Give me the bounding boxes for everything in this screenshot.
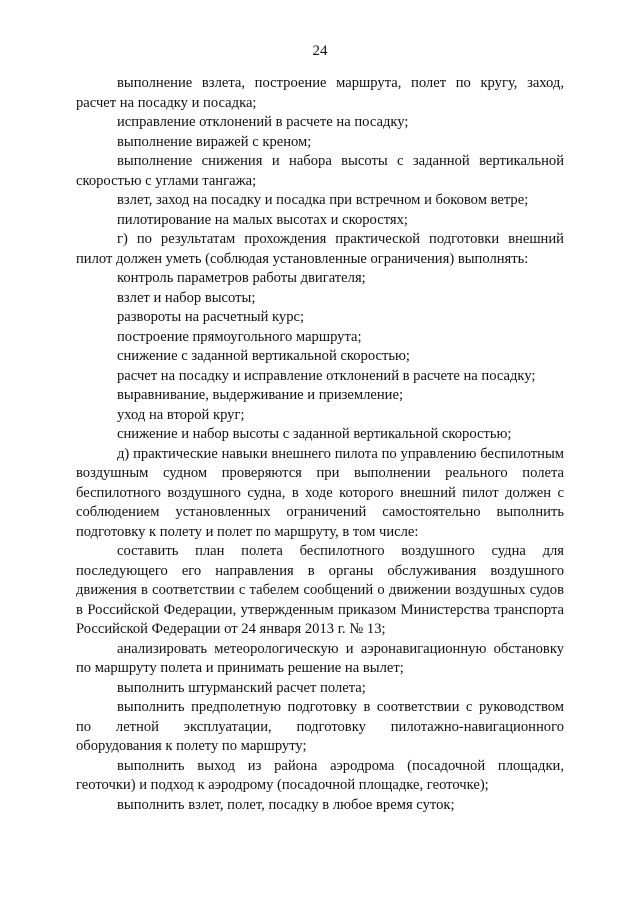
paragraph: анализировать метеорологическую и аэронавигационную обстановку по маршруту полета и принимать решение на вылет; (76, 640, 564, 676)
paragraph: уход на второй круг; (117, 406, 245, 423)
paragraph: взлет и набор высоты; (117, 289, 256, 306)
paragraph: выполнение снижения и набора высоты с заданной вертикальной скоростью с углами тангажа; (76, 153, 564, 189)
paragraph: выполнить штурманский расчет полета; (117, 679, 366, 696)
paragraph: выполнить выход из района аэродрома (посадочной площадки, геоточки) и подход к аэродрому (посадочной площадке, геоточке); (76, 757, 564, 793)
page-number: 24 (312, 43, 328, 59)
document-body (76, 74, 564, 815)
paragraph: расчет на посадку и исправление отклонений в расчете на посадку; (117, 367, 536, 384)
paragraph: выполнить взлет, полет, посадку в любое время суток; (117, 796, 455, 813)
paragraph: выполнить предполетную подготовку в соответствии с руководством по летной эксплуатации, подготовку пилотажно-навигационного оборудования к полету по маршруту; (76, 699, 564, 754)
paragraph: д) практические навыки внешнего пилота по управлению беспилотным воздушным судном проверяются при выполнении реального полета беспилотного воздушного судна, в ходе которого внешний пилот должен с соблюдением установленных ограничений самостоятельно выполнить подготовку к полету и полет по маршруту, в том числе: (76, 445, 564, 540)
paragraph: снижение с заданной вертикальной скоростью; (117, 348, 410, 364)
paragraph: г) по результатам прохождения практической подготовки внешний пилот должен уметь (соблюдая установленные ограничения) выполнять: (76, 231, 564, 267)
paragraph: контроль параметров работы двигателя; (117, 270, 366, 286)
paragraph: составить план полета беспилотного воздушного судна для последующего его направления в органы обслуживания воздушного движения в соответствии с табелем сообщений о движении воздушных судов в Российской Федерации, утвержденным приказом Министерства транспорта Российской Федерации от 24 января 2013 г. № 13; (76, 543, 564, 637)
paragraph: построение прямоугольного маршрута; (117, 328, 362, 345)
paragraph: выполнение взлета, построение маршрута, полет по кругу, заход, расчет на посадку и посадка; (76, 75, 564, 111)
paragraph: взлет, заход на посадку и посадка при встречном и боковом ветре; (117, 192, 529, 208)
paragraph: развороты на расчетный курс; (117, 309, 305, 325)
paragraph: выполнение виражей с креном; (117, 133, 312, 150)
paragraph: исправление отклонений в расчете на посадку; (117, 114, 409, 130)
paragraph: снижение и набор высоты с заданной вертикальной скоростью; (117, 426, 512, 442)
paragraph: выравнивание, выдерживание и приземление; (117, 387, 404, 403)
paragraph: пилотирование на малых высотах и скоростях; (117, 211, 408, 228)
